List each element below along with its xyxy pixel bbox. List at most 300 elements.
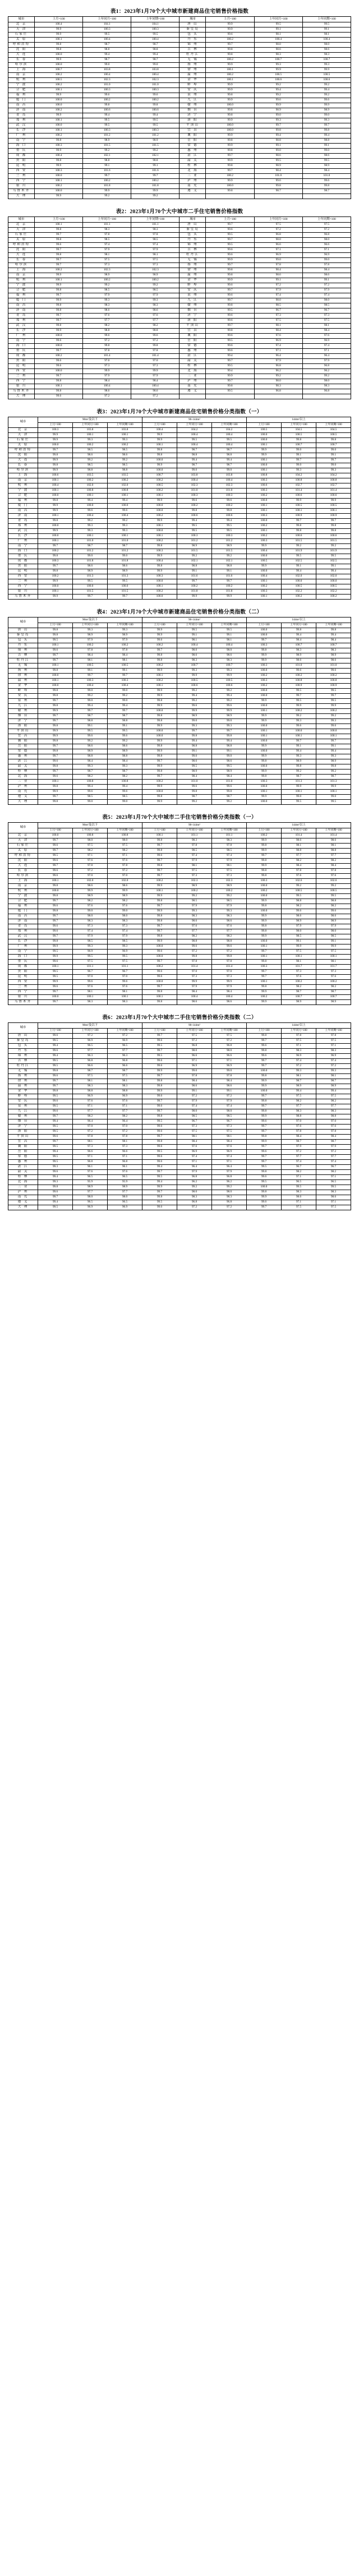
cell-value: 99.5	[206, 233, 254, 238]
cell-value: 99.5	[282, 699, 316, 704]
cell-value: 98.2	[73, 849, 108, 854]
col-subheader-9: 上年同期=100	[316, 1029, 351, 1034]
cell-value: 103.8	[131, 68, 180, 73]
cell-value: 99.6	[282, 669, 316, 674]
cell-value: 98.7	[73, 769, 108, 775]
cell-value: 99.7	[38, 1140, 73, 1145]
cell-value: 99.3	[254, 118, 302, 123]
cell-value: 99.8	[247, 1109, 282, 1114]
cell-value: 100.1	[35, 118, 83, 123]
cell-city: 乌鲁木齐	[8, 1000, 38, 1005]
cell-value: 97.8	[108, 648, 142, 653]
cell-value: 99.8	[247, 1074, 282, 1079]
col-subheader-5: 上年同月=100	[177, 423, 212, 428]
cell-value: 99.6	[206, 253, 254, 258]
table-row	[8, 243, 351, 248]
cell-value: 99.7	[142, 985, 177, 990]
cell-value: 98.2	[108, 899, 142, 904]
cell-city: 乌鲁木齐	[8, 189, 35, 194]
cell-city: 郑 州	[8, 929, 38, 934]
cell-value: 102.7	[316, 483, 351, 489]
cell-value: 100.3	[247, 663, 282, 669]
cell-value: 99.9	[142, 694, 177, 699]
cell-value: 96.9	[73, 950, 108, 955]
cell-value: 100.1	[38, 780, 73, 785]
cell-value: 98.4	[316, 638, 351, 643]
cell-value: 100.6	[282, 494, 316, 499]
cell-value: 99.6	[142, 1104, 177, 1109]
cell-value: 99.6	[108, 509, 142, 514]
table-row	[8, 638, 351, 643]
cell-value: 97.9	[131, 248, 180, 253]
data-table	[8, 1022, 351, 1210]
table-row	[8, 133, 351, 139]
cell-value: 98.5	[73, 463, 108, 468]
cell-city: 合 肥	[8, 88, 35, 93]
cell-value: 100.2	[108, 443, 142, 448]
table-row	[8, 633, 351, 638]
cell-value: 98.7	[177, 795, 212, 800]
cell-value: 100.0	[35, 344, 83, 349]
table-row	[8, 734, 351, 739]
col-header-city: 城市	[180, 17, 206, 22]
cell-value: 99.7	[142, 904, 177, 909]
cell-value: 98.6	[108, 744, 142, 749]
cell-value: 96.6	[177, 1054, 212, 1059]
cell-value: 101.4	[316, 489, 351, 494]
cell-value: 100.4	[83, 38, 131, 43]
cell-value: 99.5	[212, 529, 247, 534]
cell-value: 99.9	[35, 27, 83, 33]
cell-value: 100.0	[247, 800, 282, 805]
table-row	[8, 384, 351, 389]
cell-city: 牡丹江	[8, 1064, 38, 1069]
cell-value: 99.2	[108, 694, 142, 699]
col-subheader-2: 上年同月=100	[73, 423, 108, 428]
cell-value: 99.6	[206, 33, 254, 38]
cell-value: 100.3	[247, 539, 282, 544]
cell-value: 98.9	[108, 894, 142, 899]
cell-value: 97.9	[282, 1145, 316, 1150]
cell-value: 100.1	[282, 790, 316, 795]
cell-value: 98.4	[282, 638, 316, 643]
cell-value: 98.7	[131, 43, 180, 48]
cell-value: 98.8	[73, 719, 108, 724]
table-row	[8, 833, 351, 838]
cell-value: 98.6	[254, 48, 302, 53]
cell-value: 98.3	[316, 1190, 351, 1195]
cell-value: 99.3	[38, 1180, 73, 1185]
cell-value: 100.4	[131, 38, 180, 43]
cell-value: 98.0	[73, 838, 108, 844]
cell-value: 99.8	[247, 1034, 282, 1039]
cell-value: 99.6	[35, 394, 83, 399]
cell-value: 104.2	[316, 473, 351, 478]
cell-value: 97.2	[177, 1205, 212, 1210]
cell-value: 99.9	[142, 554, 177, 559]
cell-value: 99.8	[35, 303, 83, 308]
cell-city: 锦 州	[8, 648, 38, 653]
cell-value: 100.1	[316, 790, 351, 795]
cell-value: 97.0	[83, 359, 131, 364]
cell-value: 98.7	[177, 448, 212, 453]
cell-city: 杭 州	[8, 278, 35, 283]
cell-value: 100.5	[282, 504, 316, 509]
cell-value: 97.9	[212, 985, 247, 990]
cell-value: 100.0	[73, 584, 108, 589]
cell-value: 99.1	[212, 569, 247, 574]
cell-value: 96.6	[73, 1064, 108, 1069]
table-row	[8, 483, 351, 489]
cell-value: 99.4	[73, 785, 108, 790]
cell-value: 99.9	[108, 889, 142, 894]
cell-value: 97.7	[316, 1155, 351, 1160]
cell-value: 98.2	[316, 904, 351, 909]
cell-value: 98.6	[108, 564, 142, 569]
cell-value: 99.8	[35, 43, 83, 48]
cell-value: 100.0	[206, 128, 254, 133]
cell-value: 100.0	[35, 189, 83, 194]
cell-value: 99.5	[131, 118, 180, 123]
cell-value: 99.9	[206, 22, 254, 27]
cell-value: 99.7	[38, 838, 73, 844]
cell-value: 98.0	[177, 648, 212, 653]
cell-value: 99.7	[142, 1190, 177, 1195]
cell-value: 99.2	[212, 1185, 247, 1190]
cell-value: 99.9	[206, 278, 254, 283]
cell-value: 97.5	[282, 1205, 316, 1210]
cell-city: 温 州	[180, 73, 206, 78]
cell-value: 99.9	[247, 864, 282, 869]
cell-value: 99.9	[38, 509, 73, 514]
table-row	[8, 1190, 351, 1195]
cell-value: 100.4	[212, 995, 247, 1000]
cell-value: 97.8	[212, 844, 247, 849]
cell-value: 99.8	[38, 628, 73, 633]
cell-value: 99.8	[247, 759, 282, 764]
cell-city: 大 理	[8, 800, 38, 805]
cell-value: 99.2	[254, 374, 302, 379]
cell-city: 武 汉	[8, 529, 38, 534]
cell-value: 100.2	[247, 674, 282, 679]
cell-value: 98.1	[108, 990, 142, 995]
cell-city: 哈尔滨	[8, 468, 38, 473]
cell-value: 101.6	[177, 574, 212, 579]
cell-value: 99.5	[83, 118, 131, 123]
table-row	[8, 975, 351, 980]
cell-value: 97.9	[212, 1099, 247, 1104]
cell-value: 100.4	[73, 684, 108, 689]
cell-city: 银 川	[8, 384, 35, 389]
table-block-t5	[0, 813, 359, 1005]
cell-value: 98.8	[73, 468, 108, 473]
cell-value: 99.8	[38, 499, 73, 504]
cell-value: 99.7	[282, 519, 316, 524]
cell-value: 99.8	[38, 909, 73, 914]
cell-value: 99.1	[73, 724, 108, 729]
cell-value: 99.6	[38, 960, 73, 965]
cell-value: 99.7	[35, 293, 83, 298]
cell-value: 98.2	[83, 324, 131, 329]
cell-city: 宁 波	[8, 83, 35, 88]
cell-value: 99.8	[35, 308, 83, 314]
cell-city: 长 春	[8, 58, 35, 63]
cell-value: 100.8	[108, 780, 142, 785]
cell-value: 100.2	[108, 643, 142, 648]
cell-value: 100.0	[247, 499, 282, 504]
cell-city: 石家庄	[8, 844, 38, 849]
cell-value: 97.9	[177, 859, 212, 864]
cell-value: 98.2	[316, 1170, 351, 1175]
cell-value: 96.9	[282, 1054, 316, 1059]
cell-value: 97.8	[177, 844, 212, 849]
cell-value: 99.5	[38, 1205, 73, 1210]
cell-value: 100.0	[35, 103, 83, 108]
cell-value: 99.5	[38, 638, 73, 643]
cell-value: 99.9	[212, 980, 247, 985]
cell-value: 99.8	[142, 564, 177, 569]
cell-value: 97.2	[212, 1094, 247, 1099]
cell-city: 青 岛	[8, 113, 35, 118]
cell-city: 徐 州	[180, 268, 206, 273]
cell-value: 100.2	[206, 58, 254, 63]
cell-value: 100.3	[247, 965, 282, 970]
cell-city: 青 岛	[8, 314, 35, 319]
cell-value: 101.5	[83, 144, 131, 149]
cell-value: 101.6	[83, 169, 131, 174]
cell-value	[206, 194, 254, 199]
cell-value: 98.3	[302, 384, 351, 389]
cell-value: 100.2	[142, 589, 177, 595]
cell-value: 100.1	[247, 509, 282, 514]
cell-value: 99.8	[206, 48, 254, 53]
cell-value: 102.3	[177, 879, 212, 884]
cell-value: 97.4	[282, 1160, 316, 1165]
cell-value: 100.3	[247, 679, 282, 684]
cell-value: 97.0	[108, 1125, 142, 1130]
cell-value: 99.8	[282, 524, 316, 529]
cell-value: 100.0	[38, 534, 73, 539]
cell-value: 99.3	[302, 63, 351, 68]
cell-value: 99.8	[282, 764, 316, 769]
cell-city: 锦 州	[180, 243, 206, 248]
cell-value: 100.0	[247, 704, 282, 709]
cell-value: 99.4	[108, 785, 142, 790]
cell-value: 100.2	[35, 83, 83, 88]
cell-value: 98.1	[177, 638, 212, 643]
cell-value: 98.2	[316, 985, 351, 990]
cell-city: 温 州	[180, 273, 206, 278]
cell-city: 惠 州	[8, 754, 38, 759]
cell-value: 97.6	[131, 314, 180, 319]
cell-value: 98.2	[282, 859, 316, 864]
cell-city: 西 安	[8, 169, 35, 174]
cell-value: 99.4	[83, 53, 131, 58]
cell-value: 99.6	[38, 859, 73, 864]
cell-value: 100.3	[35, 169, 83, 174]
cell-value: 99.7	[247, 1094, 282, 1099]
cell-value: 99.8	[38, 800, 73, 805]
cell-value: 100.3	[131, 88, 180, 93]
cell-value: 100.7	[282, 995, 316, 1000]
cell-value: 98.5	[254, 303, 302, 308]
cell-value: 99.5	[177, 628, 212, 633]
cell-value: 100.2	[247, 889, 282, 894]
cell-city: 扬 州	[8, 669, 38, 674]
cell-value: 99.3	[282, 754, 316, 759]
cell-value: 97.3	[83, 263, 131, 268]
table-row	[8, 924, 351, 929]
cell-value: 97.7	[108, 1109, 142, 1114]
cell-value: 99.6	[142, 1064, 177, 1069]
table-row	[8, 909, 351, 914]
cell-value: 99.6	[142, 975, 177, 980]
cell-value: 96.3	[108, 1054, 142, 1059]
cell-value: 98.9	[108, 1185, 142, 1190]
cell-value: 98.0	[177, 1049, 212, 1054]
table-row	[8, 1125, 351, 1130]
cell-value: 99.5	[38, 1155, 73, 1160]
cell-value: 100.0	[38, 833, 73, 838]
cell-value: 99.5	[206, 389, 254, 394]
cell-value: 99.8	[247, 1190, 282, 1195]
cell-value: 99.9	[247, 990, 282, 995]
table-row	[8, 1059, 351, 1064]
table-row	[8, 128, 351, 133]
cell-value: 99.8	[247, 1135, 282, 1140]
cell-city: 兰 州	[8, 374, 35, 379]
cell-value: 97.0	[108, 874, 142, 879]
cell-value: 98.7	[316, 1140, 351, 1145]
cell-value: 99.8	[206, 268, 254, 273]
cell-value: 100.6	[83, 108, 131, 113]
cell-value: 99.8	[177, 734, 212, 739]
cell-value: 98.1	[83, 253, 131, 258]
cell-value: 101.6	[212, 574, 247, 579]
cell-value: 100.1	[35, 384, 83, 389]
cell-value: 100.3	[83, 88, 131, 93]
cell-value: 99.8	[316, 529, 351, 534]
table-row	[8, 468, 351, 473]
cell-value: 99.8	[38, 704, 73, 709]
cell-value: 98.4	[282, 1135, 316, 1140]
cell-value: 99.6	[35, 243, 83, 248]
table-row	[8, 544, 351, 549]
cell-value: 99.4	[131, 113, 180, 118]
cell-value: 100.2	[212, 584, 247, 589]
cell-city: 长 春	[8, 463, 38, 468]
cell-value: 98.9	[177, 884, 212, 889]
cell-value: 99.8	[38, 739, 73, 744]
table-row	[8, 919, 351, 924]
cell-city: 西 安	[8, 980, 38, 985]
cell-value: 99.9	[142, 764, 177, 769]
cell-value: 99.8	[38, 894, 73, 899]
cell-value: 98.9	[131, 139, 180, 144]
cell-value: 99.8	[38, 633, 73, 638]
cell-value: 98.3	[131, 303, 180, 308]
cell-value: 98.8	[212, 564, 247, 569]
cell-value: 100.7	[316, 643, 351, 648]
cell-value: 101.4	[131, 354, 180, 359]
cell-value: 99.9	[35, 149, 83, 154]
cell-value: 98.2	[108, 1114, 142, 1119]
cell-value: 101.4	[177, 965, 212, 970]
cell-city: 南 宁	[8, 139, 35, 144]
cell-value: 102.3	[83, 78, 131, 83]
cell-value: 99.0	[73, 689, 108, 694]
cell-value: 99.7	[142, 924, 177, 929]
cell-value: 99.9	[83, 369, 131, 374]
cell-value: 99.7	[108, 709, 142, 714]
cell-value: 101.5	[212, 549, 247, 554]
col-subheader-4: 上月=100	[142, 828, 177, 833]
table-row	[8, 790, 351, 795]
cell-value: 100.5	[316, 504, 351, 509]
cell-value: 100.6	[282, 534, 316, 539]
cell-city: 包 头	[8, 1044, 38, 1049]
cell-value: 98.3	[73, 1084, 108, 1089]
cell-city: 牡丹江	[8, 658, 38, 663]
cell-value: 99.8	[247, 648, 282, 653]
cell-city: 重 庆	[8, 149, 35, 154]
cell-value: 99.1	[254, 144, 302, 149]
cell-value: 99.8	[142, 899, 177, 904]
col-subheader-3: 上年同期=100	[108, 423, 142, 428]
cell-city: 武 汉	[8, 934, 38, 939]
cell-value: 99.6	[142, 950, 177, 955]
cell-city: 唐 山	[8, 628, 38, 633]
cell-city: 天 津	[8, 27, 35, 33]
cell-value: 99.8	[206, 108, 254, 113]
cell-value: 101.0	[212, 489, 247, 494]
cell-value: 99.6	[38, 1099, 73, 1104]
col-subheader-8: 上年同月=100	[282, 423, 316, 428]
cell-value: 97.5	[73, 844, 108, 849]
cell-value: 99.2	[73, 739, 108, 744]
cell-value: 99.5	[38, 975, 73, 980]
cell-value: 98.2	[316, 859, 351, 864]
cell-value: 98.6	[254, 154, 302, 159]
cell-value: 98.4	[108, 653, 142, 658]
cell-value: 98.5	[282, 934, 316, 939]
table-row	[8, 574, 351, 579]
cell-value: 98.3	[316, 1109, 351, 1114]
cell-value: 99.6	[206, 283, 254, 288]
cell-value: 98.2	[108, 849, 142, 854]
table-row	[8, 443, 351, 448]
cell-value: 101.8	[83, 184, 131, 189]
cell-value: 100.0	[247, 884, 282, 889]
cell-value: 99.6	[247, 1119, 282, 1125]
col-header-city: 城市	[8, 217, 35, 223]
table-row	[8, 529, 351, 534]
cell-value: 99.8	[212, 955, 247, 960]
cell-city: 湛 江	[180, 154, 206, 159]
cell-value: 99.8	[254, 184, 302, 189]
col-header-2: 上年同月=100	[83, 17, 131, 22]
cell-value: 97.8	[73, 864, 108, 869]
cell-value: 96.5	[108, 1044, 142, 1049]
cell-value: 101.0	[131, 83, 180, 88]
cell-value: 97.5	[108, 844, 142, 849]
cell-value: 99.6	[206, 228, 254, 233]
cell-city: 青 岛	[8, 924, 38, 929]
cell-value: 99.6	[131, 334, 180, 339]
cell-city: 烟 台	[180, 108, 206, 113]
cell-city: 烟 台	[180, 308, 206, 314]
cell-value: 99.8	[254, 128, 302, 133]
